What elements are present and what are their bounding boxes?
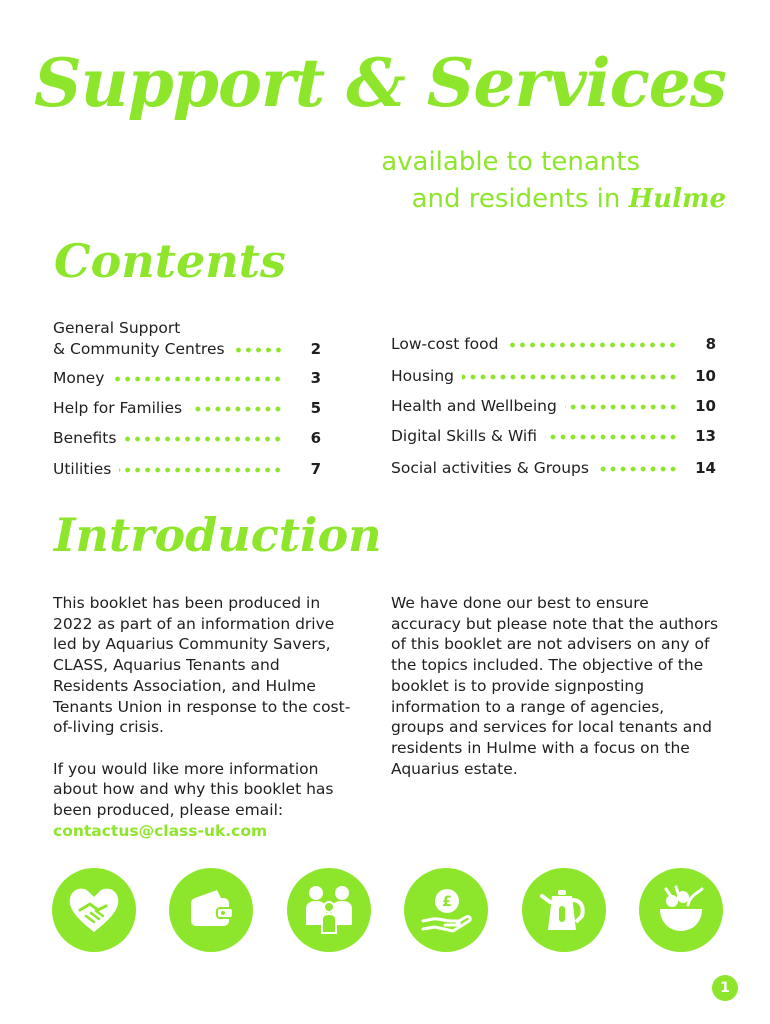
toc-leader-dots	[190, 406, 283, 412]
intro-paragraph: This booklet has been produced in 2022 as part of an information drive led by Aquarius Community Savers, CLASS, Aquarius Tenants and Residents Association, and Hulme Tenants Union in response to the cost-of-living crisis.	[53, 594, 351, 737]
toc-item-label: General Support & Community Centres	[53, 319, 225, 358]
toc-item-money[interactable]	[53, 368, 321, 389]
toc-page-number: 7	[310, 460, 321, 478]
toc-item-label: Benefits	[53, 429, 117, 447]
contents-heading: Contents	[54, 234, 286, 288]
email-link[interactable]: contactus@class-uk.com	[53, 821, 268, 840]
toc-item-label: Help for Families	[53, 399, 183, 417]
toc-item-social-activities[interactable]	[391, 458, 716, 479]
subtitle-line-2: and residents in	[411, 184, 621, 214]
subtitle-line-1: available to tenants	[381, 147, 640, 177]
intro-disclaimer-paragraph: We have done our best to ensure accuracy but please note that the authors of this booklet are not advisers on any of the topics included. The objective of the booklet is to provide signposting information to a range of agencies, groups and services for local tenants and residents in Hulme with a focus on the Aquarius estate.	[391, 594, 719, 778]
introduction-heading: Introduction	[54, 508, 382, 562]
page-title: Support & Services	[34, 44, 726, 122]
toc-item-label: Low-cost food	[391, 335, 499, 353]
toc-leader-dots	[462, 374, 678, 380]
toc-page-number: 13	[695, 427, 716, 445]
toc-page-number: 8	[705, 335, 716, 353]
toc-item-help-for-families[interactable]	[53, 398, 321, 419]
toc-item-label: Digital Skills & Wifi	[391, 427, 538, 445]
toc-page-number: 5	[310, 399, 321, 417]
wallet-icon	[169, 868, 253, 952]
toc-leader-dots	[506, 342, 678, 348]
toc-item-general-support[interactable]	[53, 318, 321, 360]
coin-hand-icon	[404, 868, 488, 952]
toc-leader-dots	[545, 434, 678, 440]
toc-item-label: Social activities & Groups	[391, 459, 589, 477]
toc-leader-dots	[597, 466, 678, 472]
toc-page-number: 10	[695, 397, 716, 415]
toc-page-number: 14	[695, 459, 716, 477]
intro-right-column	[391, 593, 721, 800]
intro-contact-text: If you would like more information about how and why this booklet has been produced, please email:	[53, 759, 334, 820]
toc-item-utilities[interactable]	[53, 459, 321, 480]
subtitle-place: Hulme	[628, 184, 726, 214]
intro-contact-paragraph	[53, 759, 353, 842]
toc-leader-dots	[233, 347, 283, 353]
toc-item-digital-skills[interactable]	[391, 426, 716, 447]
page-number-badge: 1	[712, 975, 738, 1001]
toc-item-low-cost-food[interactable]	[391, 334, 716, 355]
intro-left-column	[53, 593, 353, 841]
toc-page-number: 10	[695, 367, 716, 385]
toc-leader-dots	[565, 404, 678, 410]
toc-item-label: Utilities	[53, 460, 112, 478]
toc-leader-dots	[112, 376, 283, 382]
svg-text:£: £	[442, 894, 452, 910]
toc-item-label: Housing	[391, 367, 455, 385]
toc-item-housing[interactable]	[391, 366, 716, 387]
heart-handshake-icon	[52, 868, 136, 952]
toc-leader-dots	[119, 467, 283, 473]
topic-icons-row	[52, 868, 720, 952]
toc-leader-dots	[124, 436, 283, 442]
toc-page-number: 3	[310, 369, 321, 387]
toc-page-number: 6	[310, 429, 321, 447]
subtitle	[381, 144, 726, 218]
family-icon	[287, 868, 371, 952]
kettle-icon	[522, 868, 606, 952]
toc-item-health-and-wellbeing[interactable]	[391, 396, 716, 417]
toc-item-label: Money	[53, 369, 105, 387]
toc-page-number: 2	[310, 340, 321, 358]
toc-item-label: Health and Wellbeing	[391, 397, 557, 415]
food-bowl-icon	[639, 868, 723, 952]
toc-item-benefits[interactable]	[53, 428, 321, 449]
